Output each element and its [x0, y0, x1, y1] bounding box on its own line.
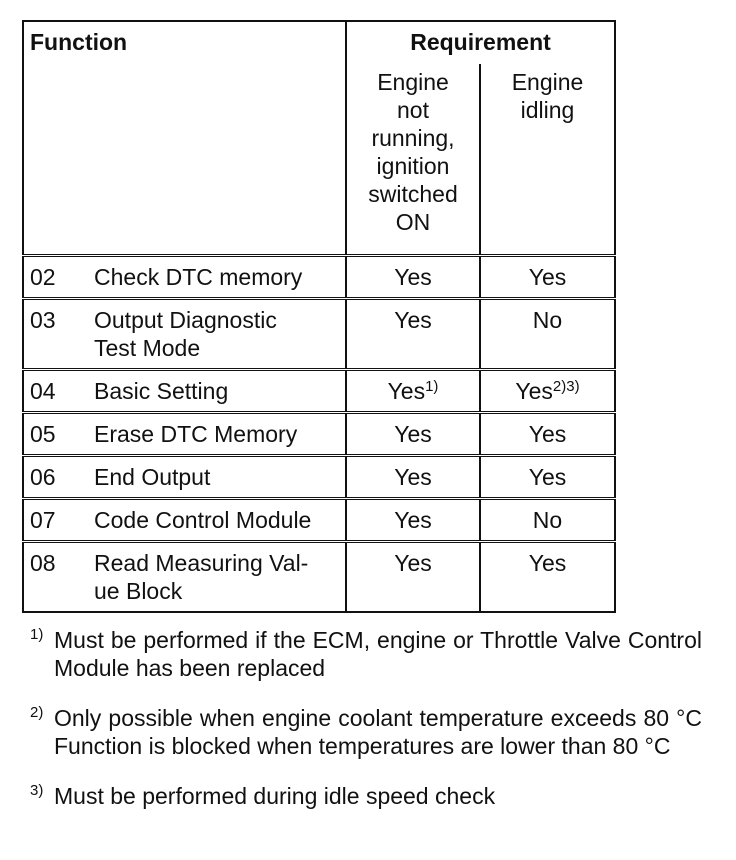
not-running-value: Yes: [346, 299, 480, 370]
table-row: [23, 456, 615, 499]
table-row: [23, 370, 615, 413]
function-code: 02: [30, 264, 56, 290]
function-cell: [23, 370, 346, 413]
function-name: End Output: [94, 464, 211, 490]
function-cell: [23, 456, 346, 499]
idling-value: Yes: [480, 542, 615, 613]
function-name: Check DTC memory: [94, 264, 303, 290]
engine-not-running-header: [346, 64, 480, 256]
not-running-value: Yes$^{1)}$: [346, 370, 480, 413]
table-row: [23, 413, 615, 456]
function-cell: [23, 413, 346, 456]
footnote-mark: 2): [30, 704, 44, 721]
function-cell: [23, 256, 346, 299]
function-code: 05: [30, 421, 56, 447]
function-name: Basic Setting: [94, 378, 229, 404]
engine-idling-label: Engine idling: [511, 69, 584, 123]
footnote: [30, 704, 702, 760]
function-cell: [23, 299, 346, 370]
footnote-ref: 2)3): [552, 378, 580, 395]
not-running-value: Yes: [346, 256, 480, 299]
footnote: [30, 626, 702, 682]
footnote-text: Must be performed if the ECM, engine or Throttle Valve Control Module has been replaced: [54, 627, 702, 681]
function-name: Erase DTC Memory: [94, 421, 298, 447]
function-column-header: Function: [23, 21, 346, 256]
function-code: 03: [30, 307, 56, 333]
function-cell: [23, 542, 346, 613]
function-code: 06: [30, 464, 56, 490]
function-requirement-table: [22, 20, 616, 613]
function-code: 08: [30, 550, 56, 576]
idling-value: Yes: [480, 256, 615, 299]
idling-value: Yes: [480, 456, 615, 499]
footnote-text: Must be performed during idle speed check: [54, 783, 496, 809]
function-name: Code Control Module: [94, 507, 312, 533]
footnote-ref: 1): [425, 378, 439, 395]
requirement-column-header: Requirement: [346, 21, 615, 64]
table-row: [23, 499, 615, 542]
footnote-text: Only possible when engine coolant temperature exceeds 80 °C Function is blocked when temperatures are lower than 80 °C: [54, 705, 702, 759]
function-name: Read Measuring Val- ue Block: [94, 550, 309, 604]
table-row: [23, 542, 615, 613]
footnotes: [30, 626, 702, 832]
function-code: 07: [30, 507, 56, 533]
footnote-mark: 1): [30, 626, 44, 643]
function-cell: [23, 499, 346, 542]
not-running-value: Yes: [346, 456, 480, 499]
engine-not-running-label: Engine not running, ignition switched ON: [368, 69, 458, 235]
function-code: 04: [30, 378, 56, 404]
not-running-value: Yes: [346, 413, 480, 456]
function-name: Output Diagnostic Test Mode: [94, 307, 277, 361]
engine-idling-header: [480, 64, 615, 256]
idling-value: No: [480, 499, 615, 542]
idling-value: Yes: [480, 413, 615, 456]
not-running-value: Yes: [346, 499, 480, 542]
not-running-value: Yes: [346, 542, 480, 613]
table-row: [23, 299, 615, 370]
idling-value: Yes$^{2)3)}$: [480, 370, 615, 413]
idling-value: No: [480, 299, 615, 370]
table-row: [23, 256, 615, 299]
footnote: [30, 782, 702, 810]
footnote-mark: 3): [30, 782, 44, 799]
